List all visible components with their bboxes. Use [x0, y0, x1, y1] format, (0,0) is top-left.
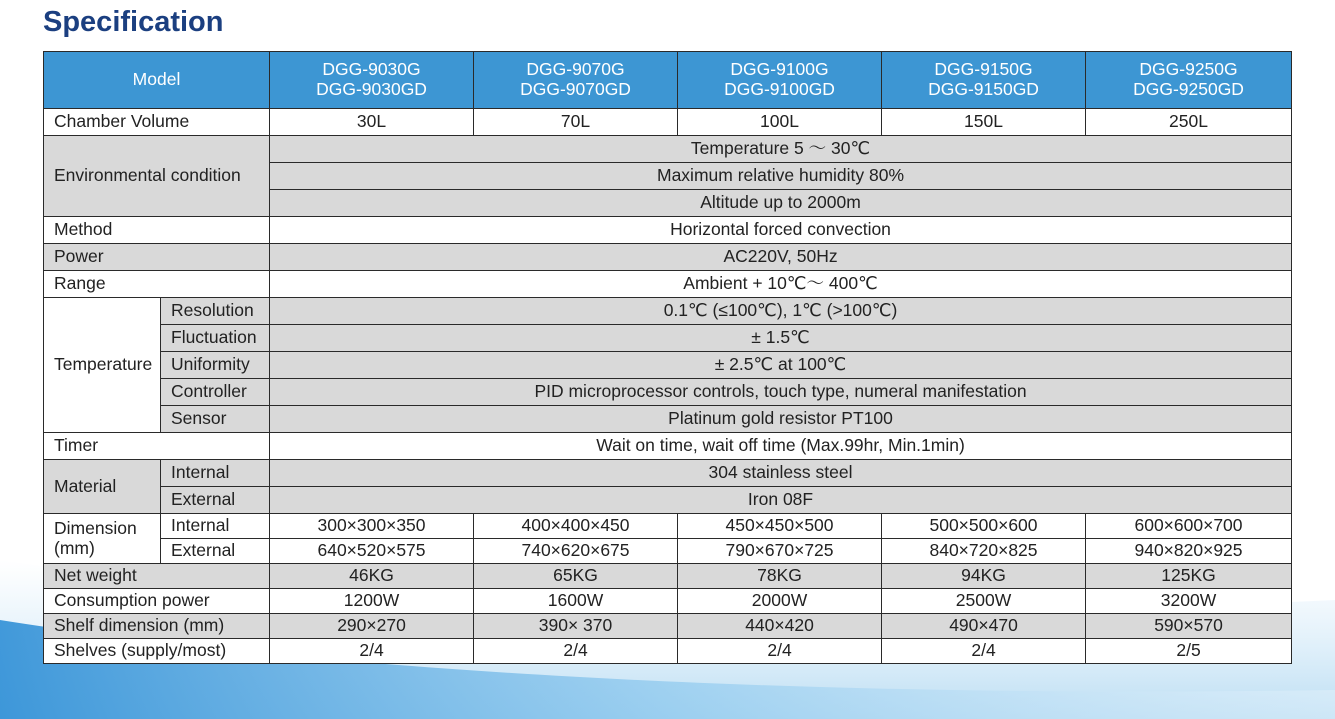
- row-environment-2: Maximum relative humidity 80%: [44, 163, 1292, 190]
- row-dimension-external: External 640×520×575 740×620×675 790×670×725 840×720×825 940×820×925: [44, 539, 1292, 564]
- row-shelf-dimension: Shelf dimension (mm) 290×270 390× 370 440×420 490×470 590×570: [44, 614, 1292, 639]
- row-chamber-volume: Chamber Volume 30L 70L 100L 150L 250L: [44, 109, 1292, 136]
- row-material-internal: Material Internal 304 stainless steel: [44, 460, 1292, 487]
- row-range: Range Ambient + 10℃～ 400℃: [44, 271, 1292, 298]
- row-environment-3: Altitude up to 2000m: [44, 190, 1292, 217]
- row-consumption-power: Consumption power 1200W 1600W 2000W 2500W 3200W: [44, 589, 1292, 614]
- model-col-4: DGG-9150G DGG-9150GD: [882, 52, 1086, 109]
- row-power: Power AC220V, 50Hz: [44, 244, 1292, 271]
- row-label: Temperature: [44, 298, 161, 433]
- row-dimension-internal: Dimension (mm) Internal 300×300×350 400×400×450 450×450×500 500×500×600 600×600×700: [44, 514, 1292, 539]
- model-col-3: DGG-9100G DGG-9100GD: [678, 52, 882, 109]
- model-col-5: DGG-9250G DGG-9250GD: [1086, 52, 1292, 109]
- row-label: Dimension (mm): [44, 514, 161, 564]
- row-label: Environmental condition: [44, 136, 270, 217]
- row-label: Material: [44, 460, 161, 514]
- model-header: Model: [44, 52, 270, 109]
- row-shelves: Shelves (supply/most) 2/4 2/4 2/4 2/4 2/5: [44, 639, 1292, 664]
- page-title: Specification: [43, 6, 224, 38]
- model-col-1: DGG-9030G DGG-9030GD: [270, 52, 474, 109]
- row-material-external: External Iron 08F: [44, 487, 1292, 514]
- model-col-2: DGG-9070G DGG-9070GD: [474, 52, 678, 109]
- row-temperature-sensor: Sensor Platinum gold resistor PT100: [44, 406, 1292, 433]
- row-temperature-resolution: Temperature Resolution 0.1℃ (≤100℃), 1℃ (>100℃): [44, 298, 1292, 325]
- specification-table: [43, 51, 1292, 664]
- row-net-weight: Net weight 46KG 65KG 78KG 94KG 125KG: [44, 564, 1292, 589]
- header-row: [44, 52, 1292, 109]
- row-environment: Environmental condition Temperature 5 ～ 30℃: [44, 136, 1292, 163]
- row-label: Chamber Volume: [44, 109, 270, 136]
- row-temperature-controller: Controller PID microprocessor controls, touch type, numeral manifestation: [44, 379, 1292, 406]
- row-temperature-uniformity: Uniformity ± 2.5℃ at 100℃: [44, 352, 1292, 379]
- row-timer: Timer Wait on time, wait off time (Max.99hr, Min.1min): [44, 433, 1292, 460]
- row-method: Method Horizontal forced convection: [44, 217, 1292, 244]
- row-temperature-fluctuation: Fluctuation ± 1.5℃: [44, 325, 1292, 352]
